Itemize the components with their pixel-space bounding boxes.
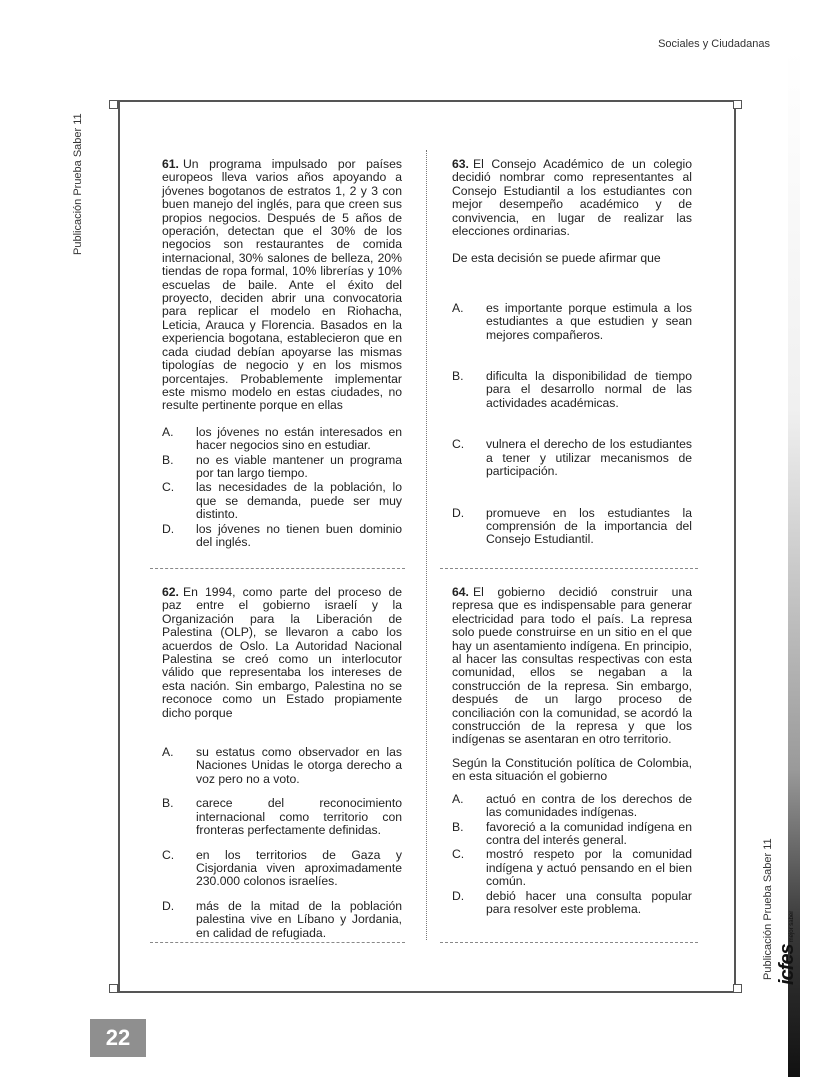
question-number: 61.	[162, 157, 179, 171]
option-d[interactable]: D. promueve en los estudiantes la comprensión de la importancia del Consejo Estudiantil.	[452, 505, 692, 547]
frame-corner	[109, 984, 118, 993]
question-number: 64.	[452, 585, 469, 599]
option-b[interactable]: B. favoreció a la comunidad indígena en contra del interés general.	[452, 819, 692, 847]
side-label-left: Publicación Prueba Saber 11	[72, 113, 84, 255]
options-list	[162, 426, 402, 550]
option-d[interactable]: D. más de la mitad de la población palestina vive en Líbano y Jordania, en calidad de refugiada.	[162, 898, 402, 940]
column-divider	[426, 150, 427, 940]
options-list	[452, 793, 692, 917]
question-stem: 62. En 1994, como parte del proceso de paz entre el gobierno israelí y la Organización para la Liberación de Palestina (OLP), se llevaron a cabo los acuerdos de Oslo. La Autoridad Nacional Palestina se creó como un interlocutor válido que representaba los intereses de esta nación. Sin embargo, Palestina no se reconoce como un Estado propiamente dicho porque	[162, 585, 402, 720]
question-prompt: De esta decisión se puede afirmar que	[452, 251, 661, 266]
frame-corner	[109, 100, 118, 109]
icfes-logo	[776, 911, 799, 985]
option-b[interactable]: B. dificulta la disponibilidad de tiempo para el desarrollo normal de las actividades académicas.	[452, 369, 692, 410]
question-63	[452, 158, 692, 547]
option-c[interactable]: C. las necesidades de la población, lo que se demanda, puede ser muy distinto.	[162, 480, 402, 522]
option-b[interactable]: B. no es viable mantener un programa por tan largo tiempo.	[162, 452, 402, 480]
question-stem: 64. El gobierno decidió construir una represa que es indispensable para generar electricidad para todo el país. La represa solo puede construirse en un sitio en el que hay un asentamiento indígena. En principio, al hacer las consultas respectivas con esta comunidad, ellos se negaban a la construcción de la represa. Sin embargo, después de un largo proceso de conciliación con la comunidad, se acordó la construcción de la represa y que los indígenas se asentaran en otro territorio.	[452, 585, 692, 747]
row-divider-right	[440, 568, 698, 569]
option-a[interactable]: A. los jóvenes no están interesados en hacer negocios sino en estudiar.	[162, 424, 402, 453]
option-a[interactable]: A. su estatus como observador en las Naciones Unidas le otorga derecho a voz pero no a voto.	[162, 745, 402, 786]
option-d[interactable]: D. debió hacer una consulta popular para resolver este problema.	[452, 888, 692, 916]
question-prompt: Según la Constitución política de Colombia, en esta situación el gobierno	[452, 755, 692, 784]
option-c[interactable]: C. en los territorios de Gaza y Cisjordania viven aproximadamente 230.000 colonos israelíes.	[162, 847, 402, 889]
option-c[interactable]: C. mostró respeto por la comunidad indígena y actuó pensando en el bien común.	[452, 847, 692, 889]
question-64	[452, 586, 692, 916]
question-stem: 63. El Consejo Académico de un colegio decidió nombrar como representantes al Consejo Estudiantil a los estudiantes con mejor desempeño académico y de convivencia, en lugar de realizar las elecciones ordinarias.	[452, 157, 692, 239]
bottom-divider-left	[150, 942, 405, 943]
option-c[interactable]: C. vulnera el derecho de los estudiantes a tener y utilizar mecanismos de participación.	[452, 437, 692, 479]
question-61	[162, 158, 402, 549]
side-label-right: Publicación Prueba Saber 11	[762, 838, 774, 980]
logo-text: icfes	[776, 944, 798, 985]
option-d[interactable]: D. los jóvenes no tienen buen dominio del inglés.	[162, 521, 402, 549]
frame-corner	[733, 984, 742, 993]
question-62	[162, 586, 402, 940]
page-number: 22	[90, 1019, 146, 1057]
options-list	[162, 746, 402, 940]
question-number: 63.	[452, 157, 469, 171]
option-b[interactable]: B. carece del reconocimiento internacional como territorio con fronteras perfectamente definidas.	[162, 796, 402, 838]
frame-corner	[733, 100, 742, 109]
logo-tagline: mejor saber	[789, 910, 795, 943]
page-header-title: Sociales y Ciudadanas	[658, 38, 770, 50]
option-a[interactable]: A. es importante porque estimula a los estudiantes a que estudien y sean mejores compañeros.	[452, 300, 692, 342]
options-list	[452, 302, 692, 547]
row-divider-left	[150, 568, 405, 569]
question-stem: 61. Un programa impulsado por países europeos lleva varios años apoyando a jóvenes bogotanos de estratos 1, 2 y 3 con buen manejo del inglés, para que creen sus propios negocios. Después de 5 años de operación, detectan que el 30% de los negocios son restaurantes de comida internacional, 30% salones de belleza, 20% tiendas de ropa formal, 10% librerías y 10% escuelas de baile. Ante el éxito del proyecto, deciden abrir una convocatoria para replicar el modelo en Riohacha, Leticia, Arauca y Florencia. Basados en la experiencia bogotana, establecieron que en cada ciudad debían apoyarse las mismas tipologías de negocio y en los mismos porcentajes. Probablemente implementar este mismo modelo en estas ciudades, no resulte pertinente porque en ellas	[162, 157, 402, 413]
option-a[interactable]: A. actuó en contra de los derechos de las comunidades indígenas.	[452, 791, 692, 820]
bottom-divider-right	[440, 942, 698, 943]
question-number: 62.	[162, 585, 179, 599]
